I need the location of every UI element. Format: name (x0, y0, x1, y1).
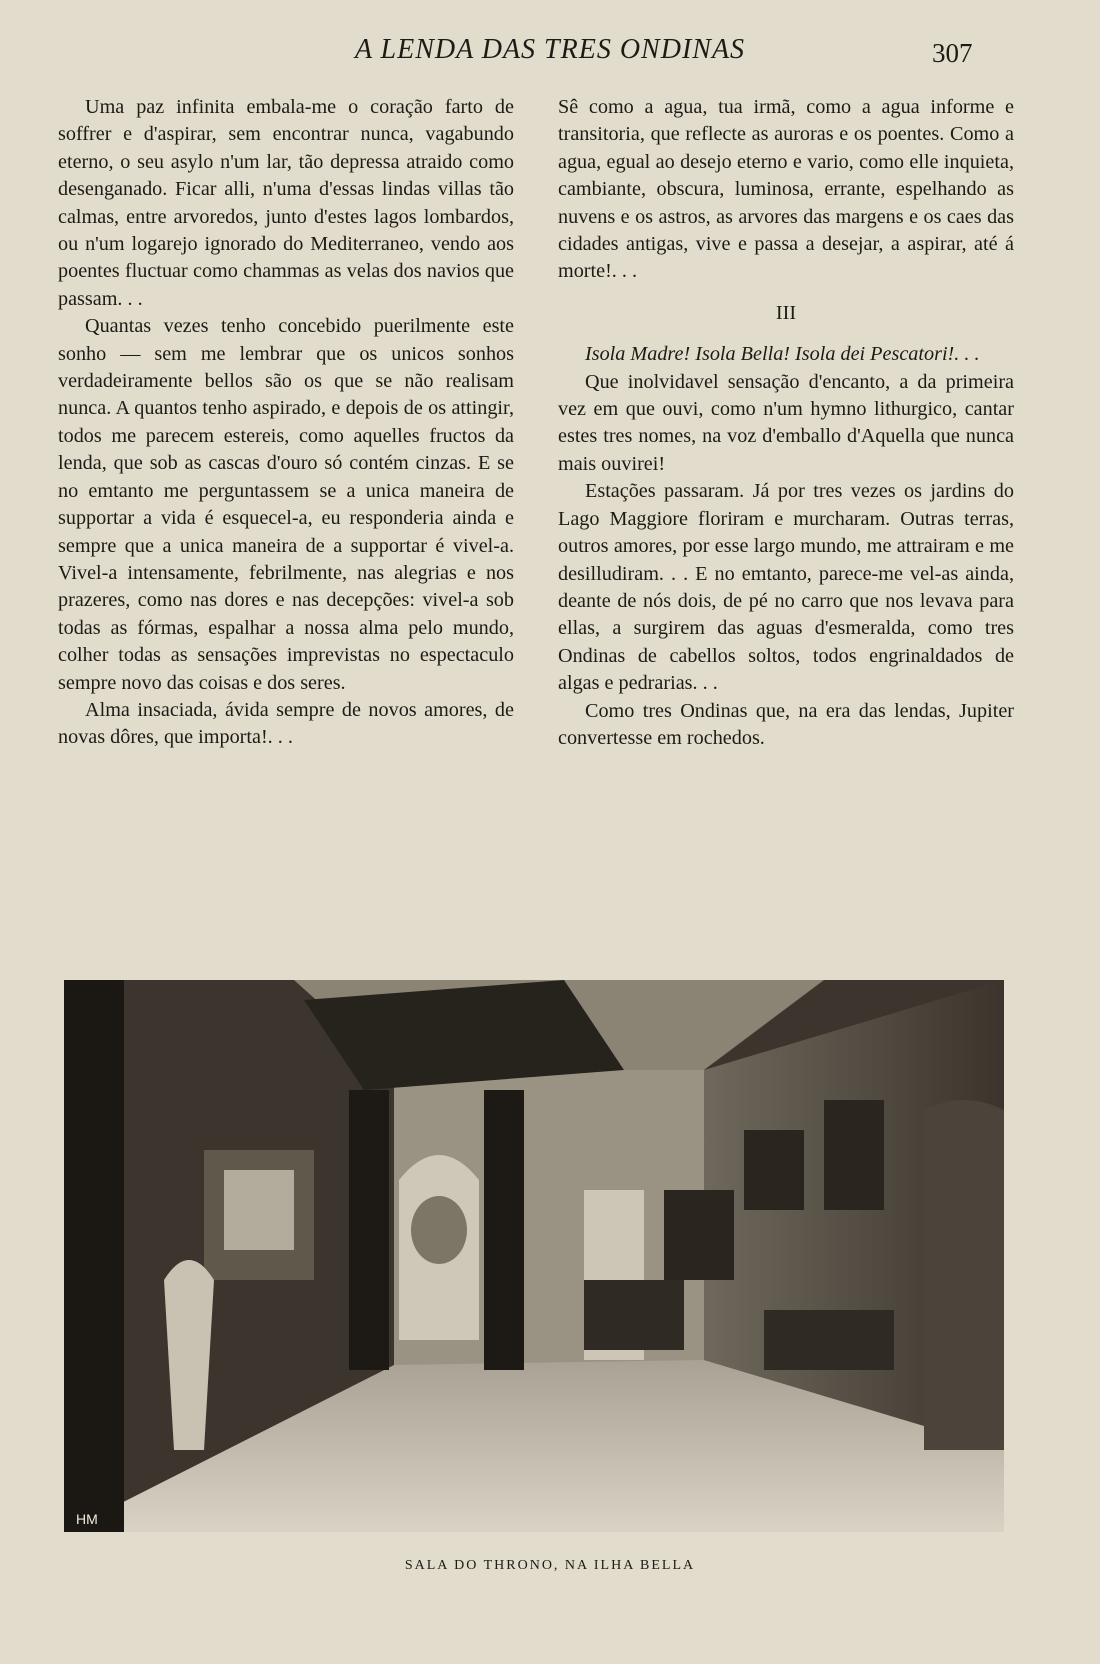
throne-room-photograph (64, 980, 1004, 1532)
running-title: A LENDA DAS TRES ONDINAS (354, 34, 746, 65)
paragraph: Como tres Ondinas que, na era das lendas, Jupiter convertesse em rochedos. (558, 699, 1014, 749)
figure-caption: SALA DO THRONO, NA ILHA BELLA (404, 1558, 696, 1573)
paragraph: Que inolvidavel sensação d'encanto, a da primeira vez em que ouvi, como n'um hymno lithurgico, cantar estes tres nomes, na voz d'emballo d'Aquella que nunca mais ouvirei! (558, 370, 1014, 475)
paragraph: Sê como a agua, tua irmã, como a agua informe e transitoria, que reflecte as auroras e os poentes. Como a agua, egual ao desejo eterno e vario, como elle inquieta, cambiante, obscura, luminosa, errante, espelhando as nuvens e os astros, as arvores das margens e os caes das cidades antigas, vive e passa a desejar, a aspirar, até á morte!. . . (558, 96, 1014, 283)
page-number: 307 (932, 38, 973, 68)
photo-illustration (64, 980, 1004, 1532)
paragraph: Uma paz infinita embala-me o coração farto de soffrer e d'aspirar, sem encontrar nunca, vagabundo eterno, o seu asylo n'um lar, tão depressa atraido como desenganado. Ficar alli, n'uma d'essas lindas villas tão calmas, entre arvoredos, junto d'estes lagos lombardos, ou n'um logarejo ignorado do Mediterraneo, vendo aos poentes fluctuar como chammas as velas dos navios que passam. . . (58, 96, 514, 310)
paragraph: Estações passaram. Já por tres vezes os jardins do Lago Maggiore floriram e murcharam. Outras terras, outros amores, por esse largo mundo, me attrairam e me desilludiram. . . E no emtanto, parece-me vel-as ainda, deante de nós dois, de pé no carro que nos levava para ellas, a surgirem das aguas d'esmeralda, como tres Ondinas de cabellos soltos, todos engrinaldados de algas e pedrarias. . . (558, 480, 1014, 695)
right-column (558, 94, 1014, 752)
monogram: HM (76, 1511, 98, 1527)
left-column (58, 94, 514, 752)
section-heading: III (775, 301, 797, 324)
paragraph: Quantas vezes tenho concebido puerilmente este sonho — sem me lembrar que os unicos sonhos verdadeiramente bellos são os que se não realisam nunca. A quantos tenho aspirado, e depois de os attingir, todos me parecem estereis, como aquelles fructos da lenda, que sob as cascas d'ouro só contém cinzas. E se no emtanto me perguntassem se a unica maneira de supportar a vida é esquecel-a, eu responderia ainda e sempre que a unica maneira de a supportar é vivel-a. Vivel-a intensamente, febrilmente, nas alegrias e nos prazeres, como nas dores e nas decepções: vivel-a sob todas as fórmas, espalhar a nossa alma pelo mundo, colher todas as sensações imprevistas no espectaculo sempre novo das coisas e dos seres. (58, 315, 514, 694)
paragraph: Isola Madre! Isola Bella! Isola dei Pescatori!. . . (585, 343, 980, 366)
paragraph: Alma insaciada, ávida sempre de novos amores, de novas dôres, que importa!. . . (58, 698, 514, 749)
